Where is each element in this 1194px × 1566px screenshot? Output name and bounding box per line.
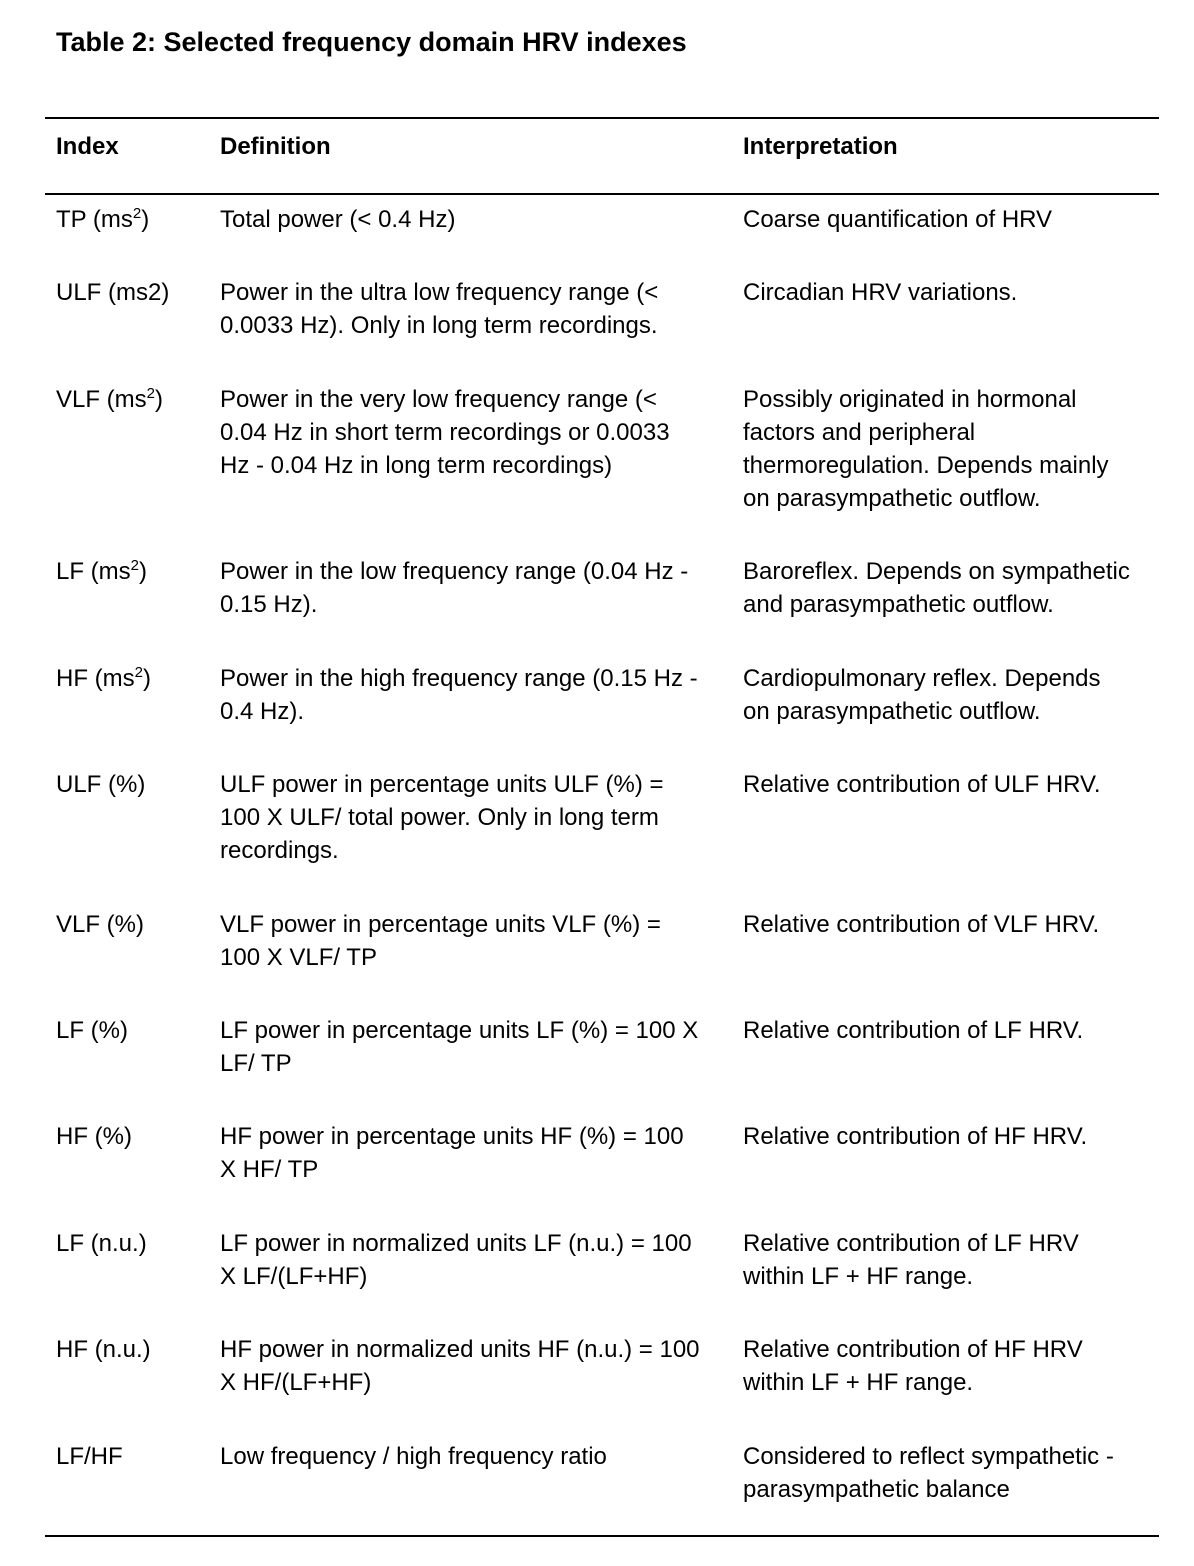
column-header-interpretation: Interpretation [743,133,898,160]
definition-cell: VLF power in percentage units VLF (%) = 100 X VLF/ TP [220,911,661,971]
index-cell: ULF (%) [56,771,146,798]
table-top-rule [45,117,1159,119]
interpretation-cell: Circadian HRV variations. [743,279,1018,306]
definition-cell: HF power in normalized units HF (n.u.) = 100 X HF/(LF+HF) [220,1336,700,1396]
definition-cell: Low frequency / high frequency ratio [220,1443,607,1470]
column-header-definition: Definition [220,133,331,160]
interpretation-cell: Considered to reflect sympathetic - parasympathetic balance [743,1443,1114,1503]
definition-cell: HF power in percentage units HF (%) = 100 X HF/ TP [220,1123,684,1183]
interpretation-cell: Possibly originated in hormonal factors and peripheral thermoregulation. Depends mainly on parasympathetic outflow. [743,386,1109,512]
index-cell: HF $(ms^2)$ [56,664,151,692]
definition-cell: ULF power in percentage units ULF (%) = 100 X ULF/ total power. Only in long term recordings. [220,771,664,864]
table-header-rule [45,193,1159,195]
index-cell: VLF $(ms^2)$ [56,385,164,413]
index-cell: LF/HF [56,1443,123,1470]
interpretation-cell: Coarse quantification of HRV [743,206,1053,233]
index-cell: LF (n.u.) [56,1230,147,1257]
interpretation-cell: Relative contribution of HF HRV within LF + HF range. [743,1336,1083,1396]
interpretation-cell: Relative contribution of ULF HRV. [743,771,1101,798]
index-cell: LF $(ms^2)$ [56,557,148,585]
column-header-index: Index [56,133,119,160]
interpretation-cell: Relative contribution of VLF HRV. [743,911,1100,938]
index-cell: HF (%) [56,1123,132,1150]
definition-cell: Power in the very low frequency range (< 0.04 Hz in short term recordings or 0.0033 Hz - 0.04 Hz in long term recordings) [220,386,670,479]
index-cell: LF (%) [56,1017,128,1044]
interpretation-cell: Relative contribution of HF HRV. [743,1123,1088,1150]
table-bottom-rule [45,1535,1159,1537]
interpretation-cell: Cardiopulmonary reflex. Depends on parasympathetic outflow. [743,665,1101,725]
definition-cell: Power in the ultra low frequency range (< 0.0033 Hz). Only in long term recordings. [220,279,659,339]
index-cell: HF (n.u.) [56,1336,151,1363]
index-cell: TP $(ms^2)$ [56,205,150,233]
definition-cell: LF power in normalized units LF (n.u.) = 100 X LF/(LF+HF) [220,1230,692,1290]
interpretation-cell: Relative contribution of LF HRV. [743,1017,1084,1044]
index-cell: VLF (%) [56,911,145,938]
definition-cell: LF power in percentage units LF (%) = 100 X LF/ TP [220,1017,699,1077]
definition-cell: Total power (< 0.4 Hz) [220,206,456,233]
definition-cell: Power in the low frequency range (0.04 Hz - 0.15 Hz). [220,558,689,618]
table-title: Table 2: Selected frequency domain HRV indexes [56,27,687,57]
index-cell: ULF (ms2) [56,279,170,306]
definition-cell: Power in the high frequency range (0.15 Hz - 0.4 Hz). [220,665,698,725]
interpretation-cell: Baroreflex. Depends on sympathetic and parasympathetic outflow. [743,558,1130,618]
interpretation-cell: Relative contribution of LF HRV within LF + HF range. [743,1230,1079,1290]
